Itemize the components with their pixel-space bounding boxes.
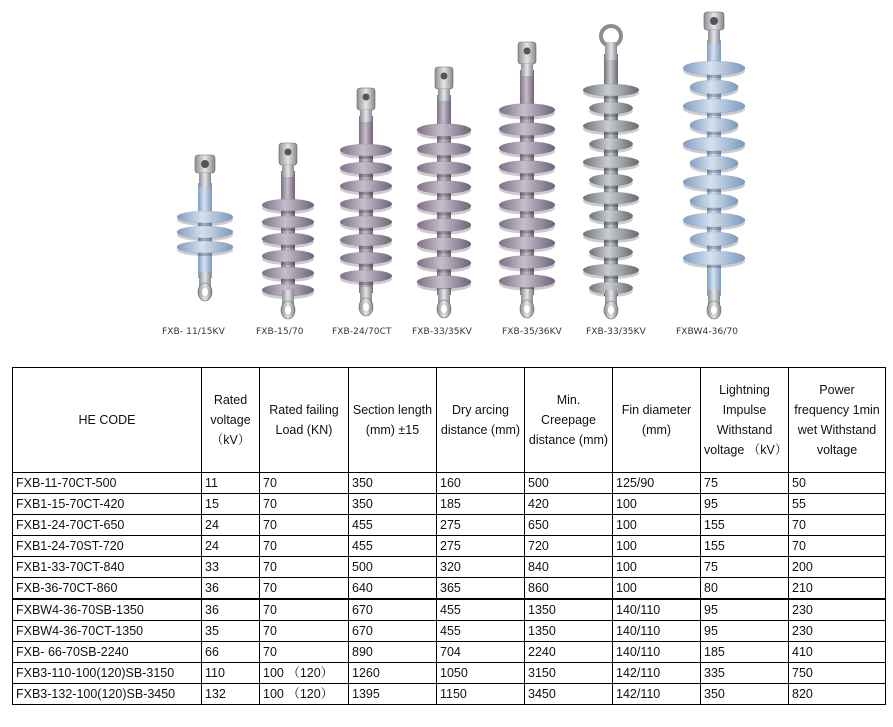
table-row [13, 473, 886, 494]
table-row [13, 557, 886, 578]
caption-1: FXB- 11/15KV [162, 327, 225, 337]
col-header-section-length: Section length (mm) ±15 [349, 368, 437, 473]
cell-dry-arcing: 160 [437, 473, 525, 494]
cell-section-length: 670 [349, 621, 437, 642]
cell-creepage: 3150 [525, 663, 613, 684]
cell-rated-load: 100 （120） [260, 684, 349, 705]
cell-creepage: 1350 [525, 599, 613, 621]
cell-power-frequency: 50 [789, 473, 886, 494]
cell-fin-diameter: 142/110 [613, 663, 701, 684]
cell-creepage: 2240 [525, 642, 613, 663]
cell-fin-diameter: 142/110 [613, 684, 701, 705]
cell-power-frequency: 210 [789, 578, 886, 600]
caption-3: FXB-24/70CT [332, 327, 392, 337]
cell-section-length: 500 [349, 557, 437, 578]
cell-power-frequency: 820 [789, 684, 886, 705]
cell-fin-diameter: 125/90 [613, 473, 701, 494]
cell-rated-load: 70 [260, 515, 349, 536]
col-header-power-frequency: Power frequency 1min wet Withstand voltage [789, 368, 886, 473]
cell-dry-arcing: 275 [437, 536, 525, 557]
cell-power-frequency: 200 [789, 557, 886, 578]
cell-he-code: FXBW4-36-70SB-1350 [13, 599, 202, 621]
cell-creepage: 420 [525, 494, 613, 515]
cell-fin-diameter: 140/110 [613, 599, 701, 621]
cell-dry-arcing: 275 [437, 515, 525, 536]
cell-fin-diameter: 140/110 [613, 642, 701, 663]
col-header-dry-arcing: Dry arcing distance (mm) [437, 368, 525, 473]
cell-lightning-impulse: 75 [701, 557, 789, 578]
cell-section-length: 455 [349, 536, 437, 557]
insulator-4 [417, 67, 471, 318]
table-row [13, 621, 886, 642]
cell-fin-diameter: 100 [613, 494, 701, 515]
col-header-fin-diameter: Fin diameter (mm) [613, 368, 701, 473]
cell-power-frequency: 70 [789, 515, 886, 536]
cell-section-length: 1260 [349, 663, 437, 684]
cell-dry-arcing: 455 [437, 621, 525, 642]
cell-fin-diameter: 100 [613, 515, 701, 536]
table-row [13, 515, 886, 536]
insulator-photo [0, 0, 893, 355]
cell-he-code: FXB3-132-100(120)SB-3450 [13, 684, 202, 705]
col-header-rated-voltage: Rated voltage （kV） [202, 368, 260, 473]
cell-dry-arcing: 704 [437, 642, 525, 663]
cell-he-code: FXB-36-70CT-860 [13, 578, 202, 600]
cell-he-code: FXB3-110-100(120)SB-3150 [13, 663, 202, 684]
table-row [13, 494, 886, 515]
cell-rated-load: 70 [260, 642, 349, 663]
cell-he-code: FXB1-24-70ST-720 [13, 536, 202, 557]
insulator-7 [683, 12, 745, 319]
cell-rated-voltage: 11 [202, 473, 260, 494]
cell-lightning-impulse: 80 [701, 578, 789, 600]
insulator-3 [340, 88, 392, 316]
caption-7: FXBW4-36/70 [676, 327, 739, 337]
cell-rated-voltage: 33 [202, 557, 260, 578]
cell-power-frequency: 55 [789, 494, 886, 515]
insulator-5 [499, 42, 555, 318]
cell-rated-voltage: 110 [202, 663, 260, 684]
cell-dry-arcing: 455 [437, 599, 525, 621]
cell-rated-voltage: 36 [202, 599, 260, 621]
cell-dry-arcing: 185 [437, 494, 525, 515]
cell-lightning-impulse: 185 [701, 642, 789, 663]
cell-fin-diameter: 100 [613, 557, 701, 578]
cell-section-length: 890 [349, 642, 437, 663]
cell-lightning-impulse: 155 [701, 515, 789, 536]
cell-power-frequency: 230 [789, 621, 886, 642]
table-row [13, 578, 886, 600]
cell-lightning-impulse: 335 [701, 663, 789, 684]
cell-rated-load: 70 [260, 473, 349, 494]
cell-he-code: FXB- 66-70SB-2240 [13, 642, 202, 663]
cell-section-length: 350 [349, 494, 437, 515]
cell-rated-voltage: 66 [202, 642, 260, 663]
insulator-6 [583, 26, 639, 319]
cell-dry-arcing: 365 [437, 578, 525, 600]
cell-rated-load: 100 （120） [260, 663, 349, 684]
header-row [13, 368, 886, 473]
cell-creepage: 1350 [525, 621, 613, 642]
cell-rated-load: 70 [260, 621, 349, 642]
cell-power-frequency: 70 [789, 536, 886, 557]
cell-dry-arcing: 320 [437, 557, 525, 578]
cell-creepage: 3450 [525, 684, 613, 705]
cell-rated-voltage: 132 [202, 684, 260, 705]
cell-rated-load: 70 [260, 599, 349, 621]
cell-he-code: FXBW4-36-70CT-1350 [13, 621, 202, 642]
col-header-creepage: Min. Creepage distance (mm) [525, 368, 613, 473]
cell-creepage: 840 [525, 557, 613, 578]
cell-rated-load: 70 [260, 578, 349, 600]
col-header-rated-load: Rated failing Load (KN) [260, 368, 349, 473]
caption-5: FXB-35/36KV [502, 327, 562, 337]
cell-rated-voltage: 24 [202, 536, 260, 557]
cell-rated-voltage: 36 [202, 578, 260, 600]
cell-he-code: FXB-11-70CT-500 [13, 473, 202, 494]
cell-lightning-impulse: 95 [701, 599, 789, 621]
cell-rated-load: 70 [260, 536, 349, 557]
cell-dry-arcing: 1150 [437, 684, 525, 705]
cell-lightning-impulse: 95 [701, 494, 789, 515]
cell-creepage: 500 [525, 473, 613, 494]
cell-he-code: FXB1-15-70CT-420 [13, 494, 202, 515]
cell-fin-diameter: 140/110 [613, 621, 701, 642]
cell-section-length: 455 [349, 515, 437, 536]
cell-fin-diameter: 100 [613, 536, 701, 557]
cell-rated-voltage: 35 [202, 621, 260, 642]
spec-table [12, 367, 886, 705]
insulator-2 [262, 143, 314, 319]
cell-lightning-impulse: 155 [701, 536, 789, 557]
cell-lightning-impulse: 95 [701, 621, 789, 642]
caption-4: FXB-33/35KV [412, 327, 472, 337]
caption-2: FXB-15/70 [256, 327, 304, 337]
cell-section-length: 1395 [349, 684, 437, 705]
insulator-1 [177, 155, 233, 301]
cell-lightning-impulse: 75 [701, 473, 789, 494]
cell-power-frequency: 750 [789, 663, 886, 684]
cell-section-length: 350 [349, 473, 437, 494]
cell-rated-voltage: 15 [202, 494, 260, 515]
table-row [13, 536, 886, 557]
cell-creepage: 650 [525, 515, 613, 536]
cell-section-length: 670 [349, 599, 437, 621]
col-header-lightning-impulse: Lightning Impulse Withstand voltage （kV） [701, 368, 789, 473]
cell-fin-diameter: 100 [613, 578, 701, 600]
cell-rated-load: 70 [260, 494, 349, 515]
cell-rated-load: 70 [260, 557, 349, 578]
col-header-he-code: HE CODE [13, 368, 202, 473]
cell-lightning-impulse: 350 [701, 684, 789, 705]
cell-creepage: 720 [525, 536, 613, 557]
table-row [13, 599, 886, 621]
caption-6: FXB-33/35KV [586, 327, 646, 337]
table-row [13, 663, 886, 684]
cell-rated-voltage: 24 [202, 515, 260, 536]
cell-he-code: FXB1-24-70CT-650 [13, 515, 202, 536]
cell-power-frequency: 410 [789, 642, 886, 663]
cell-he-code: FXB1-33-70CT-840 [13, 557, 202, 578]
cell-power-frequency: 230 [789, 599, 886, 621]
insulator-illustration [0, 0, 893, 355]
cell-dry-arcing: 1050 [437, 663, 525, 684]
table-row [13, 684, 886, 705]
cell-section-length: 640 [349, 578, 437, 600]
cell-creepage: 860 [525, 578, 613, 600]
table-row [13, 642, 886, 663]
